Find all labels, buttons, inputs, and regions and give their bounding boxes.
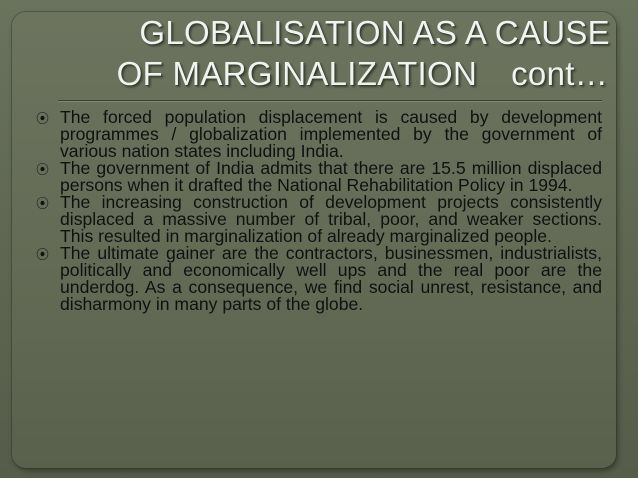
bullet-item (36, 109, 602, 160)
target-bullet-icon: ⦿ (36, 162, 50, 177)
bullet-text: The forced population displacement is caused by development programmes / globalization implemented by the government of various nation states including India. (60, 107, 602, 161)
title-line-2-main: OF MARGINALIZATION (116, 55, 478, 92)
bullet-list (36, 109, 602, 313)
title-divider (58, 100, 602, 101)
bullet-text: The ultimate gainer are the contractors, businessmen, industrialists, politically and economically well ups and the real poor are the underdog. As a consequence, we find social unrest, resistance, and disharmony in many parts of the globe. (60, 243, 602, 314)
title-continued: cont… (511, 55, 608, 92)
target-bullet-icon: ⦿ (36, 196, 50, 211)
bullet-item (36, 160, 602, 194)
slide-title (40, 12, 610, 94)
bullet-item (36, 245, 602, 313)
bullet-item (36, 194, 602, 245)
title-line-2 (40, 53, 610, 94)
title-line-1: GLOBALISATION AS A CAUSE (139, 14, 610, 51)
target-bullet-icon: ⦿ (36, 247, 50, 262)
bullet-text: The increasing construction of development projects consistently displaced a massive number of tribal, poor, and weaker sections. This resulted in marginalization of already marginalized people. (60, 192, 602, 246)
bullet-text: The government of India admits that there are 15.5 million displaced persons when it drafted the National Rehabilitation Policy in 1994. (60, 158, 602, 195)
target-bullet-icon: ⦿ (36, 111, 50, 126)
